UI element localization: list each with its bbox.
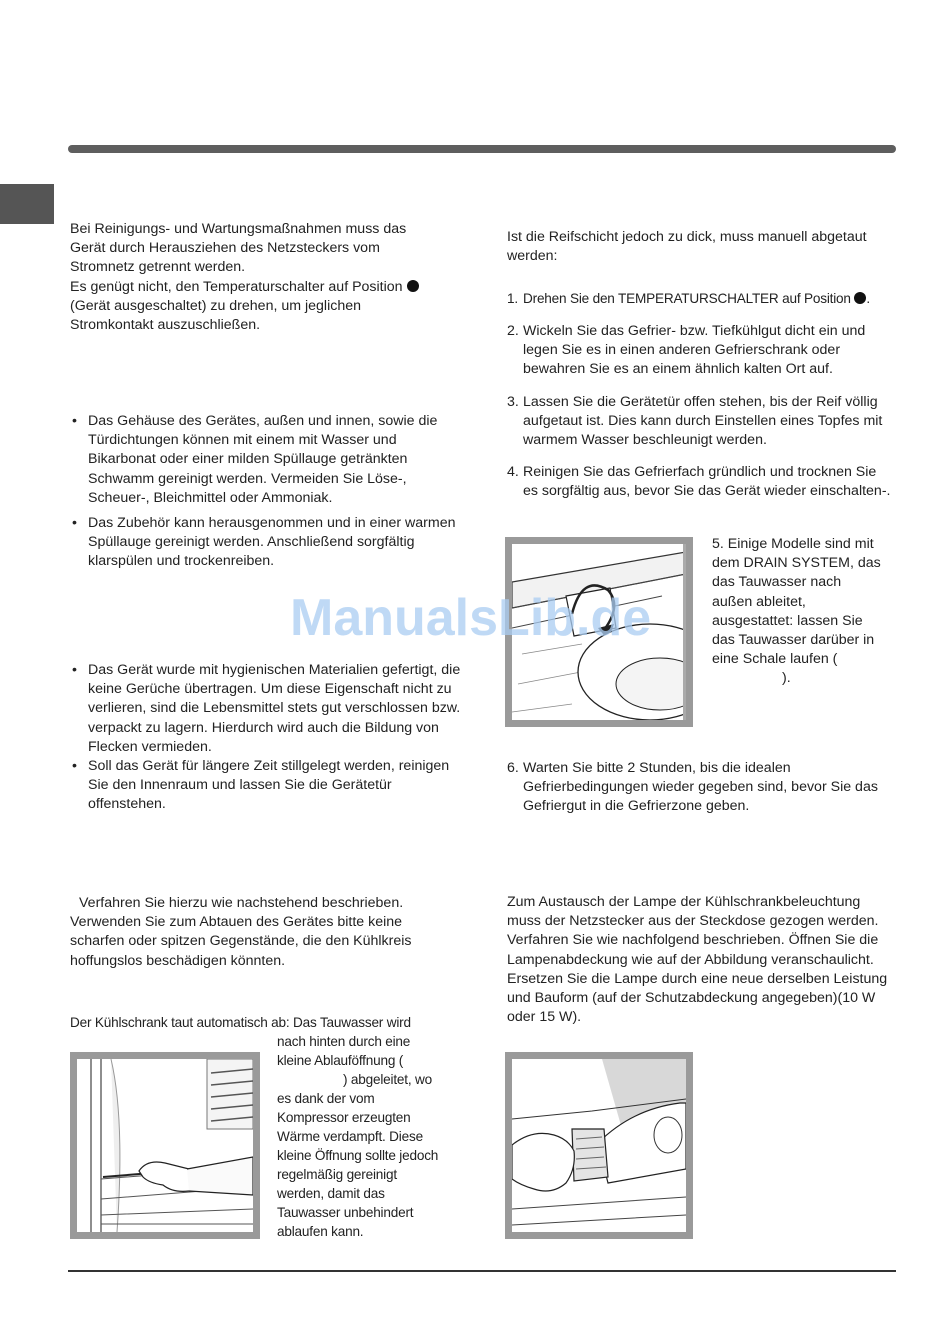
text-line: ) abgeleitet, wo (343, 1072, 432, 1087)
defrost-intro: Verfahren Sie hierzu wie nachstehend beschrieben. Verwenden Sie zum Abtauen des Gerätes bitte keine scharfen oder spitzen Gegenstände, die den Kühlkreis hoffungslos beschädigen könnten. (70, 895, 412, 969)
text-line: das Tauwasser nach (712, 574, 842, 591)
text-line: Wärme verdampft. Diese (277, 1129, 423, 1144)
intro-line: Gerät durch Herausziehen des Netzsteckers vom (70, 240, 380, 257)
text-line: Tauwasser unbehindert (277, 1205, 414, 1220)
header-rule (68, 145, 896, 153)
text-line: außen ableitet, (712, 593, 806, 610)
auto-defrost-text: Der Kühlschrank taut automatisch ab: Das Tauwasser wird (70, 1015, 411, 1030)
step-item: 1. Drehen Sie den TEMPERATURSCHALTER auf Position . (507, 291, 870, 306)
text-line: kleine Öffnung sollte jedoch (277, 1148, 439, 1163)
intro-line: Stromnetz getrennt werden. (70, 259, 246, 276)
text-line: werden, damit das (277, 1186, 385, 1201)
text-line: nach hinten durch eine (277, 1034, 411, 1049)
text-line: ausgestattet: lassen Sie (712, 612, 863, 629)
defrost-steps (507, 289, 897, 308)
off-position-icon (407, 280, 419, 292)
text-line: 5. Einige Modelle sind mit (712, 536, 874, 552)
footer-rule (68, 1270, 896, 1272)
lamp-cover-illustration (505, 1052, 693, 1239)
step-item: 4. Reinigen Sie das Gefrierfach gründlich und trocknen Sie es sorgfältig aus, bevor Sie das Gerät wieder einschalten-. (507, 464, 891, 500)
intro-line: Stromkontakt auszuschließen. (70, 317, 261, 334)
watermark: ManualsLib.de (290, 589, 652, 647)
drain-hole-cleaning-illustration (70, 1052, 260, 1239)
disconnect-notice (70, 220, 470, 335)
text-line: kleine Ablauföffnung ( (277, 1053, 404, 1068)
off-position-icon (854, 292, 866, 304)
cleaning-list (70, 412, 462, 572)
list-item: • Das Gerät wurde mit hygienischen Materialien gefertigt, die keine Gerüche übertragen. Um diese Eigenschaft nicht zu verlieren, sind die Lebensmittel stets gut verschlossen bzw. verpackt zu lagern. Hierdurch wird auch die Bildung von Flecken vermieden. (70, 661, 462, 757)
text-line: ablaufen kann. (277, 1224, 364, 1239)
step-item: 2. Wickeln Sie das Gefrier- bzw. Tiefkühlgut dicht ein und legen Sie es in einen anderen Gefrierschrank oder bewahren Sie es an einem ähnlich kalten Ort auf. (507, 323, 866, 378)
lamp-replacement-text: Zum Austausch der Lampe der Kühlschrankbeleuchtung muss der Netzstecker aus der Steckdose gezogen werden. Verfahren Sie wie nachfolgend beschrieben. Öffnen Sie die Lampenabdeckung wie auf der Abbildung veranschaulicht. Ersetzen Sie die Lampe durch eine neue derselben Leistung und Bauform (auf der Schutzabdeckung angegeben)(10 W oder 15 W). (507, 894, 888, 1026)
text-line: regelmäßig gereinigt (277, 1167, 397, 1182)
defrost-step-6 (507, 759, 895, 817)
defrost-steps-continued (507, 322, 895, 502)
text-line: es dank der vom (277, 1091, 375, 1106)
list-item: • Das Gehäuse des Gerätes, außen und innen, sowie die Türdichtungen können mit einem mit Wasser und Bikarbonat oder einer milden Spüllauge getränkten Schwamm gereinigt werden. Vermeiden Sie Löse-, Scheuer-, Bleichmittel oder Ammoniak. (70, 412, 462, 508)
hygiene-list (70, 661, 462, 815)
intro-line: Bei Reinigungs- und Wartungsmaßnahmen muss das (70, 221, 407, 237)
list-item: • Das Zubehör kann herausgenommen und in einer warmen Spüllauge gereinigt werden. Anschließend sorgfältig klarspülen und trockenreiben. (70, 514, 462, 572)
manual-defrost-intro: Ist die Reifschicht jedoch zu dick, muss manuell abgetaut werden: (507, 229, 867, 265)
text-line: das Tauwasser darüber in (712, 632, 875, 649)
text-line: eine Schale laufen ( (712, 651, 838, 668)
intro-line: (Gerät ausgeschaltet) zu drehen, um jeglichen (70, 297, 362, 314)
language-tab (0, 184, 54, 224)
list-item: • Soll das Gerät für längere Zeit stillgelegt werden, reinigen Sie den Innenraum und lassen Sie die Gerätetür offenstehen. (70, 757, 462, 815)
text-line: dem DRAIN SYSTEM, das (712, 555, 881, 572)
step-item: 6. Warten Sie bitte 2 Stunden, bis die idealen Gefrierbedingungen wieder gegeben sind, bevor Sie das Gefriergut in die Gefrierzone geben. (507, 760, 878, 815)
step-item: 3. Lassen Sie die Gerätetür offen stehen, bis der Reif völlig aufgetaut ist. Dies kann durch Einstellen eines Topfes mit warmem Wasser beschleunigt werden. (507, 393, 883, 449)
text-line: ). (782, 670, 791, 687)
text-line: Kompressor erzeugten (277, 1110, 411, 1125)
auto-defrost-continued (277, 1032, 467, 1241)
intro-line: Es genügt nicht, den Temperaturschalter auf Position (70, 278, 470, 297)
step-5-drain-system (712, 535, 912, 689)
